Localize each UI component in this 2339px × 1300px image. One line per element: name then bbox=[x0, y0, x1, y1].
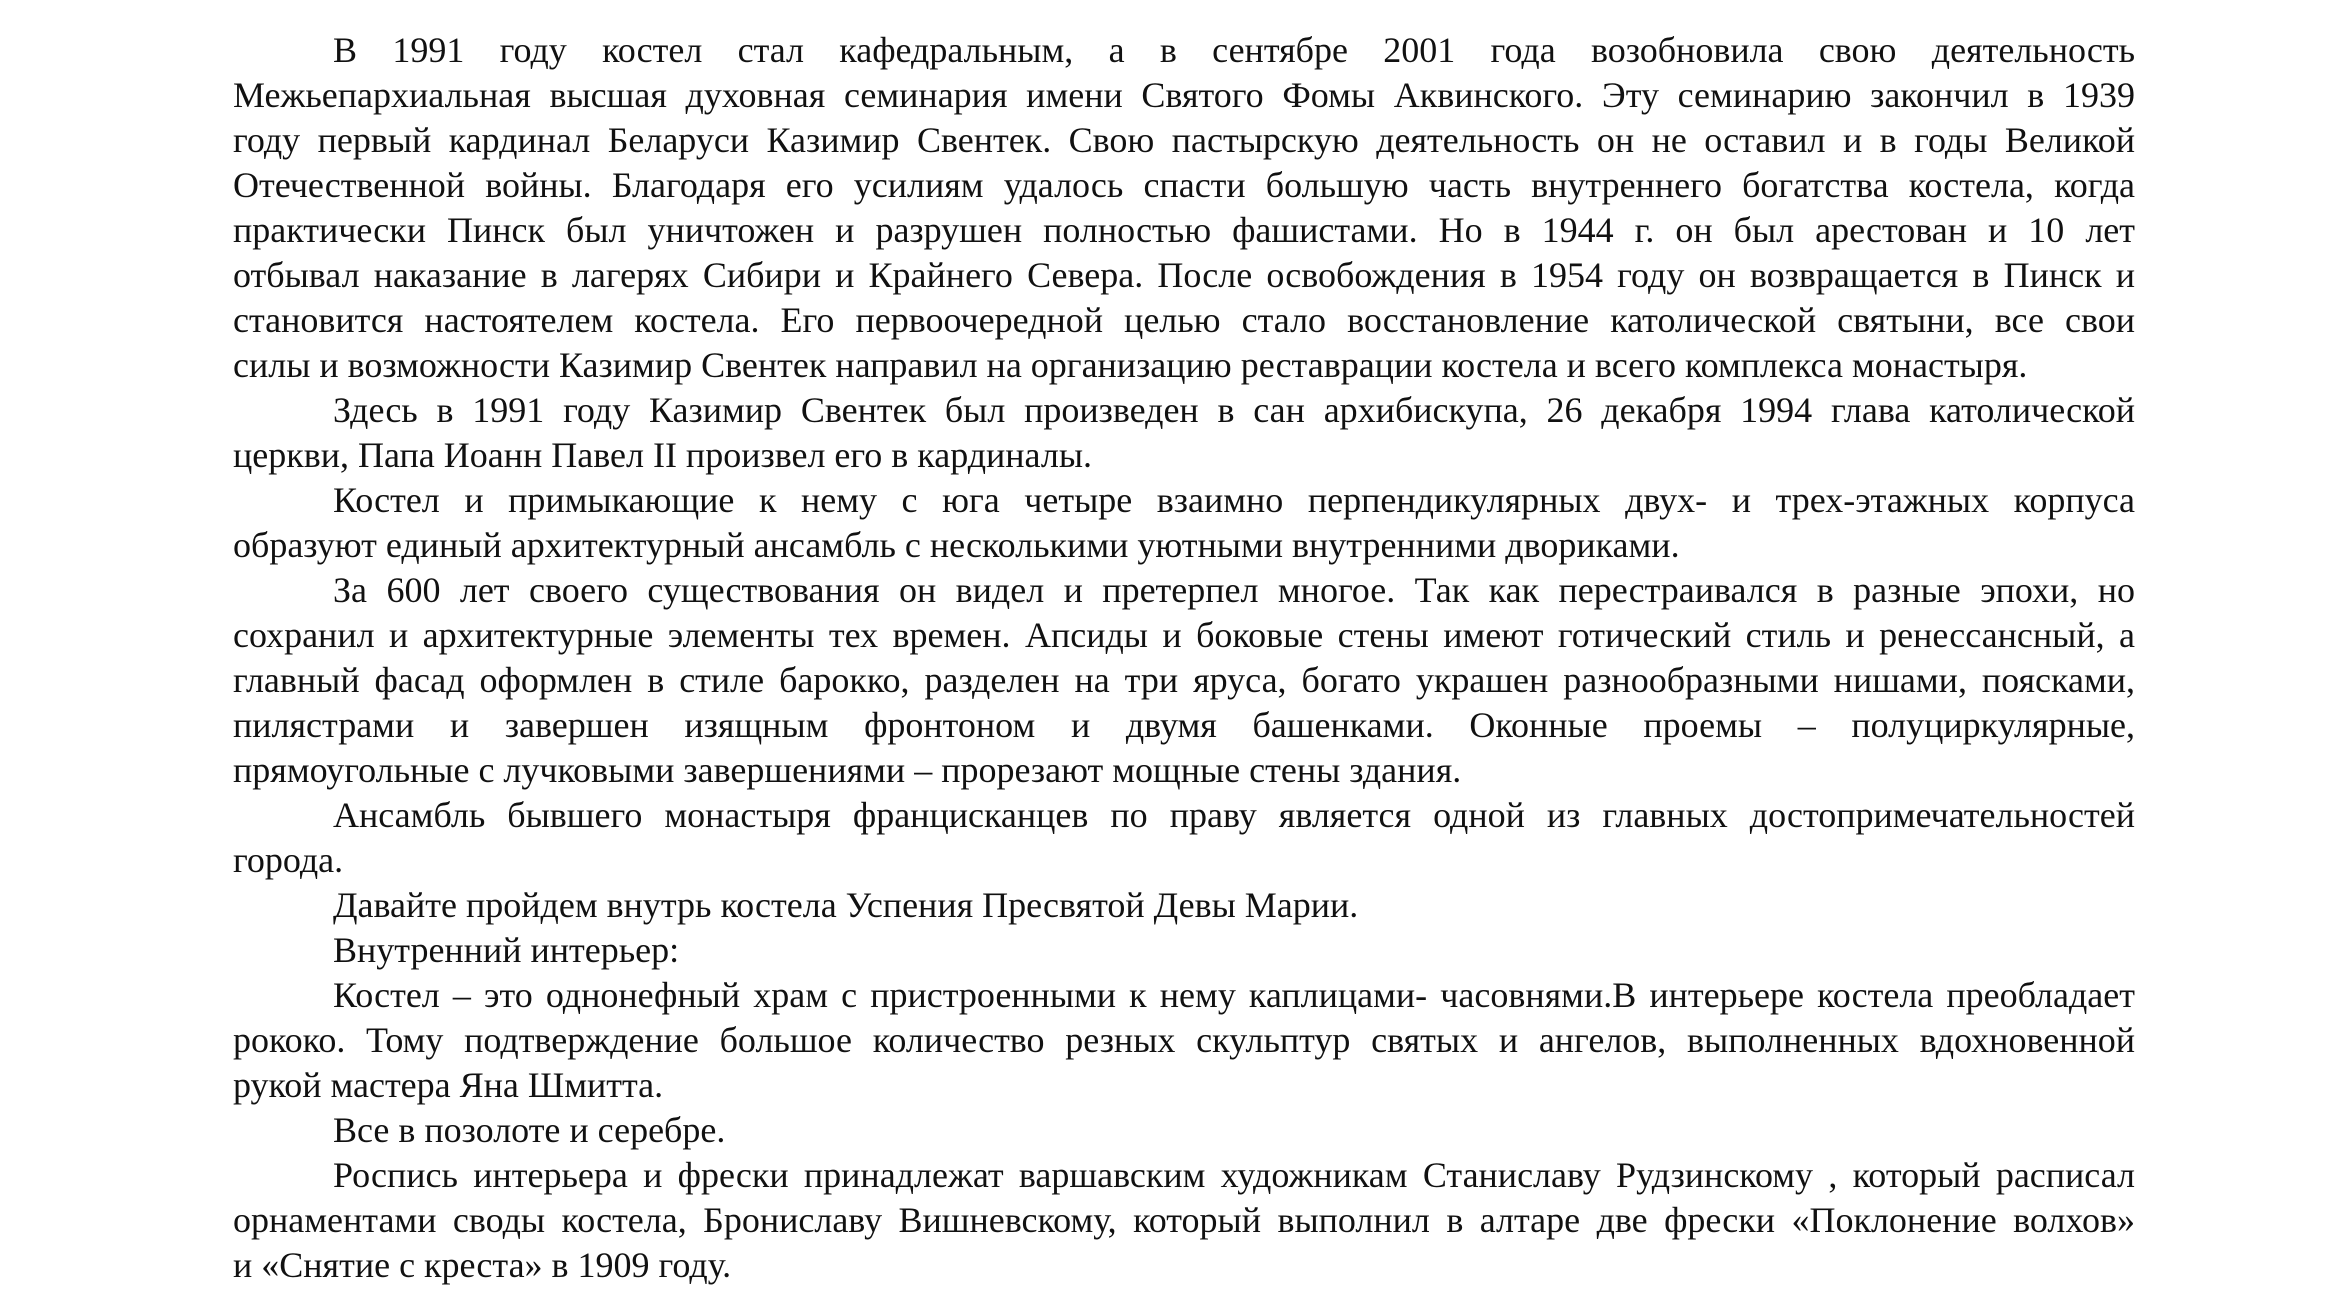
paragraph-landmark bbox=[133, 793, 2135, 883]
document-page bbox=[133, 28, 2135, 1288]
text-line: Ансамбль бывшего монастыря францисканцев по праву является одной из главных достопримечательностей bbox=[333, 795, 2135, 835]
text-line: города. bbox=[233, 840, 344, 880]
paragraph-architecture bbox=[133, 568, 2135, 793]
text-line: Здесь в 1991 году Казимир Свентек был произведен в сан архибискупа, 26 декабря 1994 глава католической bbox=[333, 390, 2135, 430]
text-line: Костел и примыкающие к нему с юга четыре взаимно перпендикулярных двух- и трех-этажных корпуса bbox=[333, 480, 2135, 520]
text-line: орнаментами своды костела, Брониславу Вишневскому, который выполнил в алтаре две фрески «Поклонение волхов» bbox=[233, 1200, 2135, 1240]
text-line: силы и возможности Казимир Свентек направил на организацию реставрации костела и всего комплекса монастыря. bbox=[233, 345, 2028, 385]
text-line: За 600 лет своего существования он видел и претерпел многое. Так как перестраивался в разные эпохи, но bbox=[333, 570, 2135, 610]
text-line: сохранил и архитектурные элементы тех времен. Апсиды и боковые стены имеют готический стиль и ренессансный, а bbox=[233, 615, 2135, 655]
text-line: главный фасад оформлен в стиле барокко, разделен на три яруса, богато украшен разнообразными нишами, поясками, bbox=[233, 660, 2135, 700]
paragraph-cathedral-history bbox=[133, 28, 2135, 388]
text-line: Внутренний интерьер: bbox=[333, 930, 680, 970]
text-line: Роспись интерьера и фрески принадлежат варшавским художникам Станиславу Рудзинскому , который расписал bbox=[333, 1155, 2135, 1195]
paragraph-cardinal bbox=[133, 388, 2135, 478]
text-line: пилястрами и завершен изящным фронтоном и двумя башенками. Оконные проемы – полуциркулярные, bbox=[233, 705, 2135, 745]
text-line: году первый кардинал Беларуси Казимир Свентек. Свою пастырскую деятельность он не оставил и в годы Великой bbox=[233, 120, 2135, 160]
text-line: Отечественной войны. Благодаря его усилиям удалось спасти большую часть внутреннего богатства костела, когда bbox=[233, 165, 2135, 205]
text-line: становится настоятелем костела. Его первоочередной целью стало восстановление католической святыни, все свои bbox=[233, 300, 2135, 340]
text-line: рококо. Тому подтверждение большое количество резных скульптур святых и ангелов, выполненных вдохновенной bbox=[233, 1020, 2135, 1060]
text-line: Костел – это однонефный храм с пристроенными к нему каплицами- часовнями.В интерьере костела преобладает bbox=[333, 975, 2135, 1015]
text-line: и «Снятие с креста» в 1909 году. bbox=[233, 1245, 732, 1285]
text-line: церкви, Папа Иоанн Павел II произвел его в кардиналы. bbox=[233, 435, 1093, 475]
paragraph-interior-heading bbox=[133, 928, 2135, 973]
text-line: отбывал наказание в лагерях Сибири и Крайнего Севера. После освобождения в 1954 году он возвращается в Пинск и bbox=[233, 255, 2135, 295]
text-line: Давайте пройдем внутрь костела Успения Пресвятой Девы Марии. bbox=[333, 885, 1359, 925]
paragraph-frescoes bbox=[133, 1153, 2135, 1288]
text-line: Все в позолоте и серебре. bbox=[333, 1110, 726, 1150]
text-line: Межьепархиальная высшая духовная семинария имени Святого Фомы Аквинского. Эту семинарию закончил в 1939 bbox=[233, 75, 2135, 115]
text-line: образуют единый архитектурный ансамбль с несколькими уютными внутренними двориками. bbox=[233, 525, 1680, 565]
text-line: В 1991 году костел стал кафедральным, а в сентябре 2001 года возобновила свою деятельность bbox=[333, 30, 2135, 70]
paragraph-ensemble bbox=[133, 478, 2135, 568]
paragraph-interior bbox=[133, 973, 2135, 1108]
paragraph-gilding bbox=[133, 1108, 2135, 1153]
text-line: прямоугольные с лучковыми завершениями – прорезают мощные стены здания. bbox=[233, 750, 1462, 790]
text-line: практически Пинск был уничтожен и разрушен полностью фашистами. Но в 1944 г. он был арестован и 10 лет bbox=[233, 210, 2135, 250]
text-line: рукой мастера Яна Шмитта. bbox=[233, 1065, 664, 1105]
paragraph-go-inside bbox=[133, 883, 2135, 928]
